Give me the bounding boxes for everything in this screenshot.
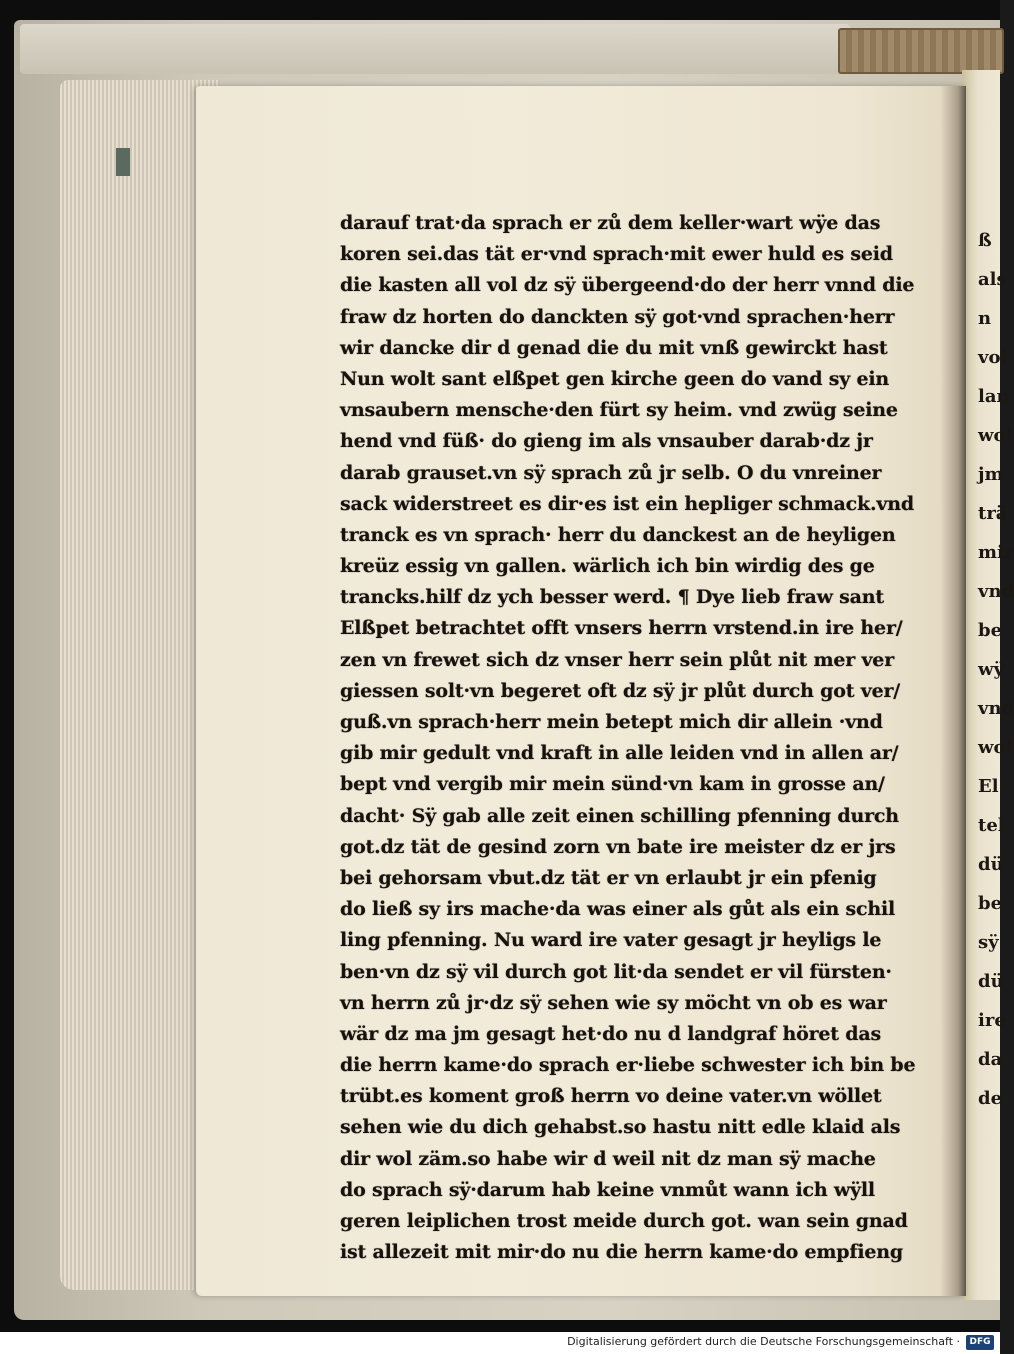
facing-page-fragment: sÿ bbox=[978, 932, 999, 953]
text-line: got.dz tät de gesind zorn vn bate ire meister dz er jrs bbox=[340, 835, 896, 858]
text-line: die kasten all vol dz sÿ übergeend·do der herr vnnd die bbox=[340, 274, 915, 297]
credit-footer bbox=[0, 1332, 1000, 1354]
cover-top-edge bbox=[20, 24, 850, 74]
text-line: ben·vn dz sÿ vil durch got lit·da sendet er vil fürsten· bbox=[340, 960, 892, 983]
text-line: dir wol zäm.so habe wir d weil nit dz man sÿ mache bbox=[340, 1147, 876, 1170]
text-line: hend vnd füß· do gieng im als vnsauber darab·dz jr bbox=[340, 430, 873, 453]
text-line: kreüz essig vn gallen. wärlich ich bin wirdig des ge bbox=[340, 555, 875, 578]
facing-page-fragment: lan bbox=[978, 386, 1010, 407]
facing-page bbox=[962, 70, 1014, 1300]
text-line: vnsaubern mensche·den fürt sy heim. vnd zwüg seine bbox=[340, 399, 898, 422]
facing-page-fragment: wol bbox=[978, 425, 1013, 446]
text-line: wir dancke dir d genad die du mit vnß gewirckt hast bbox=[340, 336, 888, 359]
text-line: fraw dz horten do danckten sÿ got·vnd sprachen·herr bbox=[340, 305, 895, 328]
dfg-logo: DFG bbox=[966, 1335, 994, 1350]
text-line: ist allezeit mit mir·do nu die herrn kame·do empfieng bbox=[340, 1241, 903, 1264]
text-line: geren leiplichen trost meide durch got. wan sein gnad bbox=[340, 1210, 908, 1232]
page-gutter-shadow bbox=[940, 86, 966, 1296]
text-line: ling pfenning. Nu ward ire vater gesagt jr heyligs le bbox=[340, 929, 882, 952]
facing-page-fragment: be bbox=[978, 893, 1003, 914]
text-line: tranck es vn sprach· herr du danckest an de heyligen bbox=[340, 523, 896, 546]
facing-page-fragment: dü bbox=[978, 971, 1004, 992]
text-line: darauf trat·da sprach er zů dem keller·wart wÿe das bbox=[340, 212, 881, 234]
facing-page-fragment: als bbox=[978, 269, 1007, 290]
text-line: bept vnd vergib mir mein sünd·vn kam in grosse an/ bbox=[340, 773, 885, 796]
facing-page-fragment: wol bbox=[978, 737, 1013, 758]
facing-page-fragment: ß bbox=[978, 230, 992, 251]
text-line: Elßpet betrachtet offt vnsers herrn vrstend.in ire her/ bbox=[340, 617, 903, 640]
facing-page-fragment: wÿ bbox=[978, 659, 1004, 680]
facing-page-fragment: be bbox=[978, 620, 1003, 641]
spine-label bbox=[838, 28, 1004, 74]
facing-page-fragment: El bbox=[978, 776, 999, 797]
text-line: Nun wolt sant elßpet gen kirche geen do vand sy ein bbox=[340, 367, 890, 390]
facing-page-fragment: da bbox=[978, 1049, 1003, 1070]
facing-page-fragment: jm bbox=[978, 464, 1004, 485]
page-text-block bbox=[340, 208, 916, 1268]
facing-page-fragment: tel bbox=[978, 815, 1005, 836]
text-line: dacht· Sÿ gab alle zeit einen schilling pfenning durch bbox=[340, 804, 899, 827]
text-line: do sprach sÿ·darum hab keine vnmůt wann ich wÿll bbox=[340, 1178, 875, 1201]
text-line: sack widerstreet es dir·es ist ein hepliger schmack.vnd bbox=[340, 492, 914, 515]
facing-page-fragment: vol bbox=[978, 347, 1008, 368]
facing-page-fragment: ire bbox=[978, 1010, 1006, 1031]
text-line: darab grauset.vn sÿ sprach zů jr selb. O du vnreiner bbox=[340, 461, 882, 484]
text-line: guß.vn sprach·herr mein betept mich dir allein ·vnd bbox=[340, 711, 883, 733]
footer-credit-text: Digitalisierung gefördert durch die Deutsche Forschungsgemeinschaft · bbox=[567, 1335, 960, 1348]
text-line: gib mir gedult vnd kraft in alle leiden vnd in allen ar/ bbox=[340, 742, 899, 765]
text-line: giessen solt·vn begeret oft dz sÿ jr plůt durch got ver/ bbox=[340, 679, 901, 702]
facing-page-fragment: de bbox=[978, 1088, 1003, 1109]
text-line: koren sei.das tät er·vnd sprach·mit ewer huld es seid bbox=[340, 243, 893, 266]
text-line: trübt.es koment groß herrn vo deine vater.vn wöllet bbox=[340, 1085, 882, 1108]
facing-page-fragment: vnd bbox=[978, 698, 1014, 719]
text-line: trancks.hilf dz ych besser werd. ¶ Dye lieb fraw sant bbox=[340, 586, 884, 609]
text-line: vn herrn zů jr·dz sÿ sehen wie sy möcht vn ob es war bbox=[340, 991, 887, 1014]
bookmark-tab bbox=[116, 148, 130, 176]
text-line: die herrn kame·do sprach er·liebe schwester ich bin be bbox=[340, 1054, 916, 1077]
facing-page-fragment: mir bbox=[978, 542, 1014, 563]
facing-page-fragment: n bbox=[978, 308, 992, 329]
text-line: sehen wie du dich gehabst.so hastu nitt edle klaid als bbox=[340, 1116, 901, 1139]
facing-page-fragment: trä bbox=[978, 503, 1008, 524]
text-line: do ließ sy irs mache·da was einer als gůt als ein schil bbox=[340, 898, 895, 921]
text-line: wär dz ma jm gesagt het·do nu d landgraf höret das bbox=[340, 1022, 881, 1045]
facing-page-fragment: vnd bbox=[978, 581, 1014, 602]
facing-page-fragment: dü bbox=[978, 854, 1004, 875]
text-line: bei gehorsam vbut.dz tät er vn erlaubt jr ein pfenig bbox=[340, 866, 877, 889]
text-line: zen vn frewet sich dz vnser herr sein plůt nit mer ver bbox=[340, 648, 895, 671]
